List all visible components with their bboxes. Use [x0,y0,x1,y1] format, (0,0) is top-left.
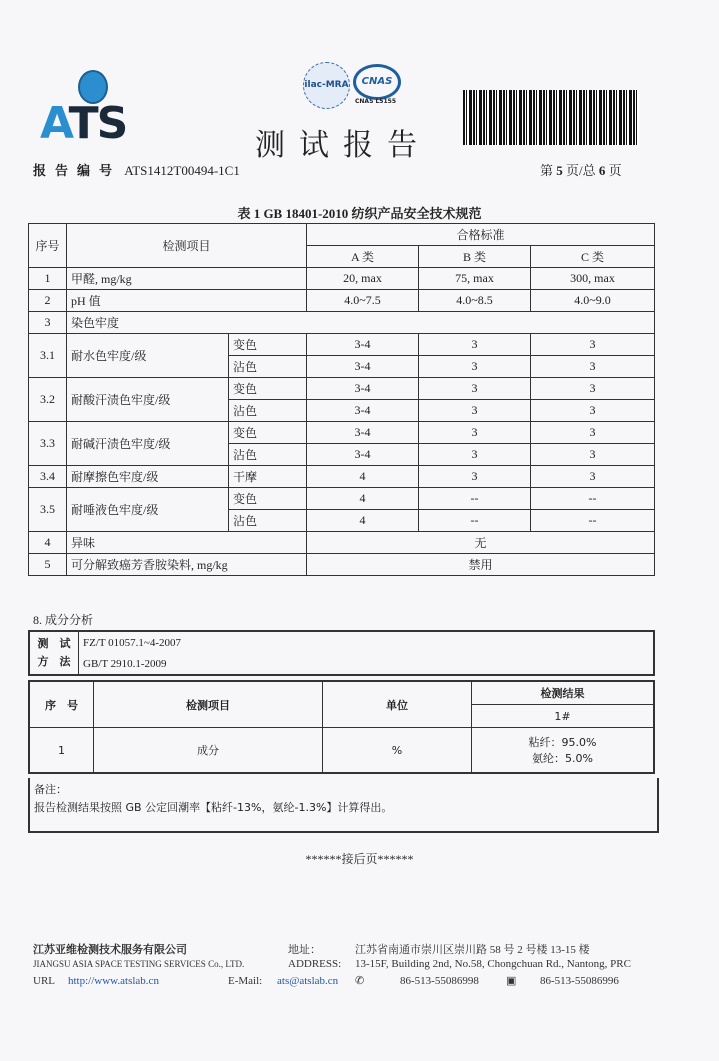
cell-b: 3 [419,444,531,466]
cell-sub: 变色 [229,378,307,400]
method-1: FZ/T 01057.1~4-2007 [79,631,655,653]
cell-b: -- [419,510,531,532]
cell-all: 禁用 [307,554,655,576]
table-row [29,532,655,554]
url-label: URL [33,975,55,987]
cell-no: 2 [29,290,67,312]
report-no-value: ATS1412T00494-1C1 [124,163,240,178]
cell-c: 3 [531,400,655,422]
cell-no: 5 [29,554,67,576]
cell-c: 3 [531,422,655,444]
cell-c: -- [531,510,655,532]
cell-b: 3 [419,378,531,400]
barcode [463,90,639,145]
header-standard: 合格标准 [307,224,655,246]
cell-sub: 沾色 [229,400,307,422]
header-no: 序号 [29,224,67,268]
table-row [29,728,654,774]
cell-b: 75, max [419,268,531,290]
header-item: 检测项目 [67,224,307,268]
report-number [33,160,240,179]
cell-c: 300, max [531,268,655,290]
table-row [29,554,655,576]
continued-text: ******接后页****** [305,852,414,866]
cell-sub: 变色 [229,488,307,510]
cell-b: 3 [419,422,531,444]
cell-a: 3-4 [307,378,419,400]
pg-total: 6 [598,163,606,178]
cell-no: 3.3 [29,422,67,466]
email-link[interactable]: ats@atslab.cn [277,975,339,987]
cell-c: 3 [531,334,655,356]
cell-item: 可分解致癌芳香胺染料, mg/kg [67,554,307,576]
phone-number: 86-513-55086998 [400,975,479,987]
addr-label-cn: 地址： [288,944,321,956]
cell-sub: 变色 [229,422,307,444]
cell-item: pH 值 [67,290,307,312]
header-sample: 1# [472,705,655,728]
cell-sub: 干摩 [229,466,307,488]
table-row [29,422,655,444]
cell-sub: 沾色 [229,356,307,378]
header-result: 检测结果 [472,681,655,705]
cell-item: 耐摩擦色牢度/级 [67,466,229,488]
fax-icon: ▣ [506,975,517,987]
cell-a: 3-4 [307,444,419,466]
cell-b: 3 [419,334,531,356]
cell-a: 3-4 [307,400,419,422]
company-cn: 江苏亚维检测技术服务有限公司 [33,943,187,956]
email-label: E-Mail: [228,975,263,987]
note-text: 报告检测结果按照 GB 公定回潮率【粘纤-13%，氨纶-1.3%】计算得出。 [34,801,393,814]
cnas-logo: CNAS [353,64,401,100]
cell-item: 染色牢度 [67,312,655,334]
page-title: 测试报告 [255,128,431,163]
cell-sub: 沾色 [229,510,307,532]
table-row [29,268,655,290]
cell-all: 无 [307,532,655,554]
cell-no: 3.5 [29,488,67,532]
report-no-label: 报告编号 [33,164,122,179]
section8-title: 8. 成分分析 [33,613,94,627]
table-row [29,488,655,510]
pg-current: 5 [556,163,563,178]
phone-icon: ✆ [355,975,365,987]
fax-number: 86-513-55086996 [540,975,619,987]
cell-c: 3 [531,466,655,488]
cell-c: 3 [531,356,655,378]
cell-a: 3-4 [307,422,419,444]
composition-table [28,680,655,774]
table-row [29,334,655,356]
cell-a: 4.0~7.5 [307,290,419,312]
cell-item: 异味 [67,532,307,554]
cell-no: 3.4 [29,466,67,488]
cell-b: -- [419,488,531,510]
cell-b: 3 [419,400,531,422]
table1-title: 表 1 GB 18401-2010 纺织产品安全技术规范 [237,206,482,221]
ilac-mra-logo: ilac-MRA [303,62,350,109]
addr-en: 13-15F, Building 2nd, No.58, Chongchuan Rd., Nantong, PRC [355,958,631,970]
cell-sub: 沾色 [229,444,307,466]
cell-c: 4.0~9.0 [531,290,655,312]
cnas-number: CNAS L5155 [355,98,397,105]
cell-c: 3 [531,444,655,466]
cell-no: 3.2 [29,378,67,422]
header-a: A 类 [307,246,419,268]
result-spandex: 氨纶：5.0% [532,752,593,765]
addr-label-en: ADDRESS: [288,958,342,970]
header-no: 序 号 [29,681,94,728]
test-method-table [28,630,655,676]
table-row [29,312,655,334]
cell-item: 甲醛, mg/kg [67,268,307,290]
method-label: 测 试 [37,637,71,650]
cell-item: 耐水色牢度/级 [67,334,229,378]
page-number [540,160,622,179]
cell-a: 4 [307,466,419,488]
cell-no: 1 [29,728,94,774]
header-c: C 类 [531,246,655,268]
cell-no: 1 [29,268,67,290]
cell-a: 3-4 [307,356,419,378]
result-viscose: 粘纤：95.0% [528,736,597,749]
cell-item: 成分 [94,728,323,774]
method-2: GB/T 2910.1-2009 [79,653,655,675]
header-b: B 类 [419,246,531,268]
cell-b: 3 [419,466,531,488]
cell-item: 耐碱汗渍色牢度/级 [67,422,229,466]
cell-sub: 变色 [229,334,307,356]
method-label: 方 法 [37,655,71,668]
company-en: JIANGSU ASIA SPACE TESTING SERVICES Co., LTD. [33,959,245,969]
table-row [29,466,655,488]
cell-no: 3 [29,312,67,334]
cell-no: 4 [29,532,67,554]
cell-a: 3-4 [307,334,419,356]
cell-a: 4 [307,510,419,532]
pg-mid: 页/总 [566,163,596,178]
note-label: 备注： [34,783,67,796]
pg-prefix: 第 [540,163,554,178]
accreditation-logos [303,62,408,107]
cell-a: 4 [307,488,419,510]
cell-b: 3 [419,356,531,378]
url-link[interactable]: http://www.atslab.cn [68,975,159,987]
header-unit: 单位 [323,681,472,728]
remarks [28,778,659,833]
cell-item: 耐酸汗渍色牢度/级 [67,378,229,422]
ats-logo: ATS [40,70,145,140]
safety-standard-table [28,223,655,576]
cell-a: 20, max [307,268,419,290]
cell-no: 3.1 [29,334,67,378]
cell-item: 耐唾液色牢度/级 [67,488,229,532]
table-row [29,290,655,312]
addr-cn: 江苏省南通市崇川区崇川路 58 号 2 号楼 13-15 楼 [355,944,590,956]
cell-b: 4.0~8.5 [419,290,531,312]
cell-c: 3 [531,378,655,400]
header-item: 检测项目 [94,681,323,728]
cell-unit: % [323,728,472,774]
cell-c: -- [531,488,655,510]
table-row [29,378,655,400]
pg-suffix: 页 [608,163,622,178]
